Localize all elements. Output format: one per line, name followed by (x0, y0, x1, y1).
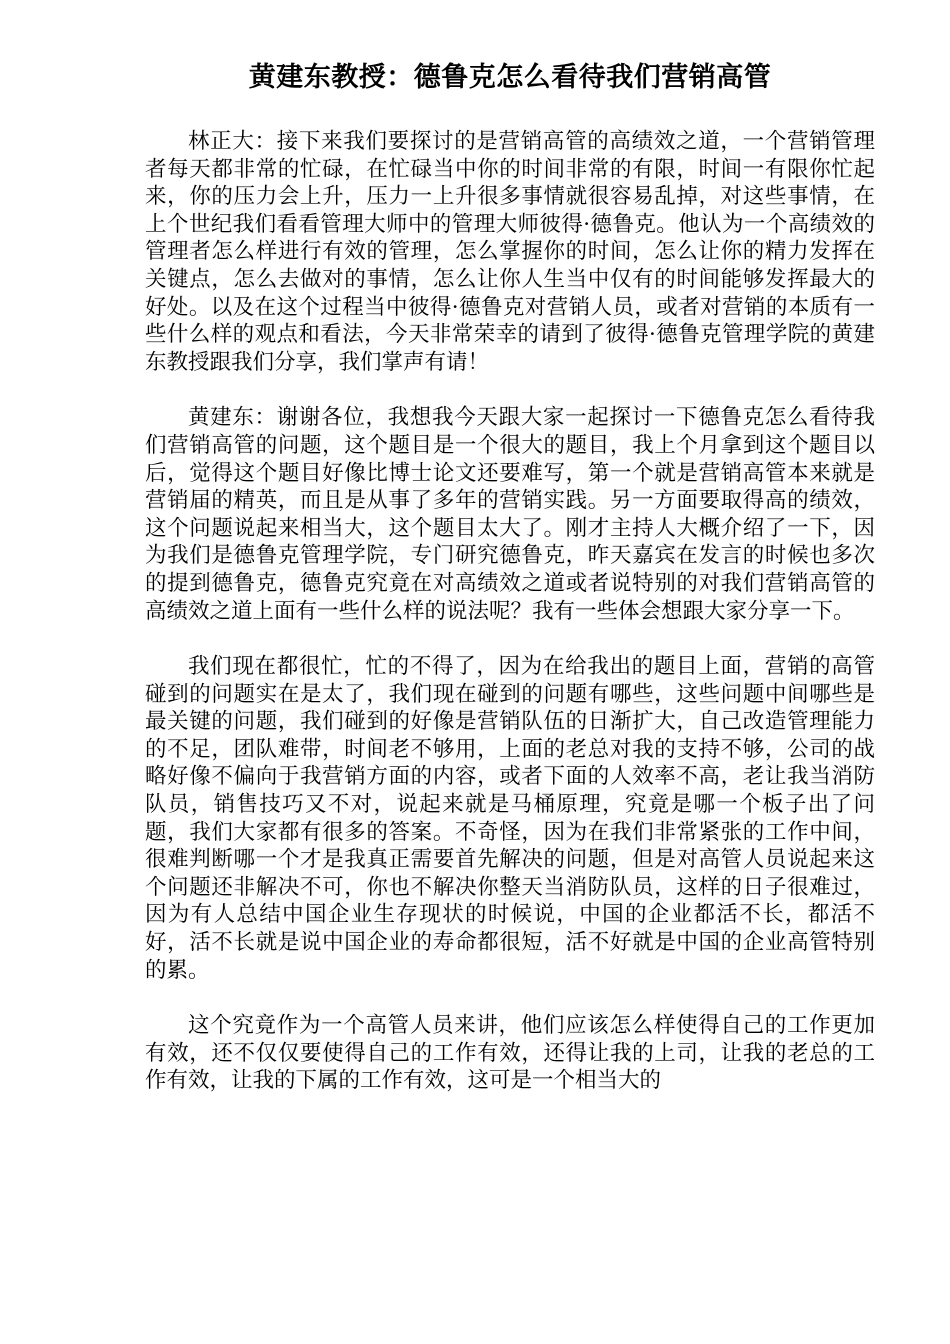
document-body (145, 128, 875, 1123)
paragraph-1: 林正大：接下来我们要探讨的是营销高管的高绩效之道，一个营销管理者每天都非常的忙碌，在忙碌当中你的时间非常的有限，时间一有限你忙起来，你的压力会上升，压力一上升很多事情就很容易乱掉，对这些事情，在上个世纪我们看看管理大师中的管理大师彼得·德鲁克。他认为一个高绩效的管理者怎么样进行有效的管理，怎么掌握你的时间，怎么让你的精力发挥在关键点，怎么去做对的事情，怎么让你人生当中仅有的时间能够发挥最大的好处。以及在这个过程当中彼得·德鲁克对营销人员，或者对营销的本质有一些什么样的观点和看法，今天非常荣幸的请到了彼得·德鲁克管理学院的黄建东教授跟我们分享，我们掌声有请！ (145, 129, 875, 375)
paragraph-4: 这个究竟作为一个高管人员来讲，他们应该怎么样使得自己的工作更加有效，还不仅仅要使得自己的工作有效，还得让我的上司，让我的老总的工作有效，让我的下属的工作有效，这可是一个相当大的 (145, 1013, 875, 1094)
paragraph-3: 我们现在都很忙，忙的不得了，因为在给我出的题目上面，营销的高管碰到的问题实在是太了，我们现在碰到的问题有哪些，这些问题中间哪些是最关键的问题，我们碰到的好像是营销队伍的日渐扩大，自己改造管理能力的不足，团队难带，时间老不够用，上面的老总对我的支持不够，公司的战略好像不偏向于我营销方面的内容，或者下面的人效率不高，老让我当消防队员，销售技巧又不对，说起来就是马桶原理，究竟是哪一个板子出了问题，我们大家都有很多的答案。不奇怪，因为在我们非常紧张的工作中间，很难判断哪一个才是我真正需要首先解决的问题，但是对高管人员说起来这个问题还非解决不可，你也不解决你整天当消防队员，这样的日子很难过，因为有人总结中国企业生存现状的时候说，中国的企业都活不长，都活不好，活不长就是说中国企业的寿命都很短，活不好就是中国的企业高管特别的累。 (145, 654, 875, 983)
document-title: 黄建东教授：德鲁克怎么看待我们营销高管 (248, 62, 772, 93)
paragraph-2: 黄建东：谢谢各位，我想我今天跟大家一起探讨一下德鲁克怎么看待我们营销高管的问题，这个题目是一个很大的题目，我上个月拿到这个题目以后，觉得这个题目好像比博士论文还要难写，第一个就是营销高管本来就是营销届的精英，而且是从事了多年的营销实践。另一方面要取得高的绩效，这个问题说起来相当大，这个题目太大了。刚才主持人大概介绍了一下，因为我们是德鲁克管理学院，专门研究德鲁克，昨天嘉宾在发言的时候也多次的提到德鲁克，德鲁克究竟在对高绩效之道或者说特别的对我们营销高管的高绩效之道上面有一些什么样的说法呢？我有一些体会想跟大家分享一下。 (145, 405, 875, 624)
